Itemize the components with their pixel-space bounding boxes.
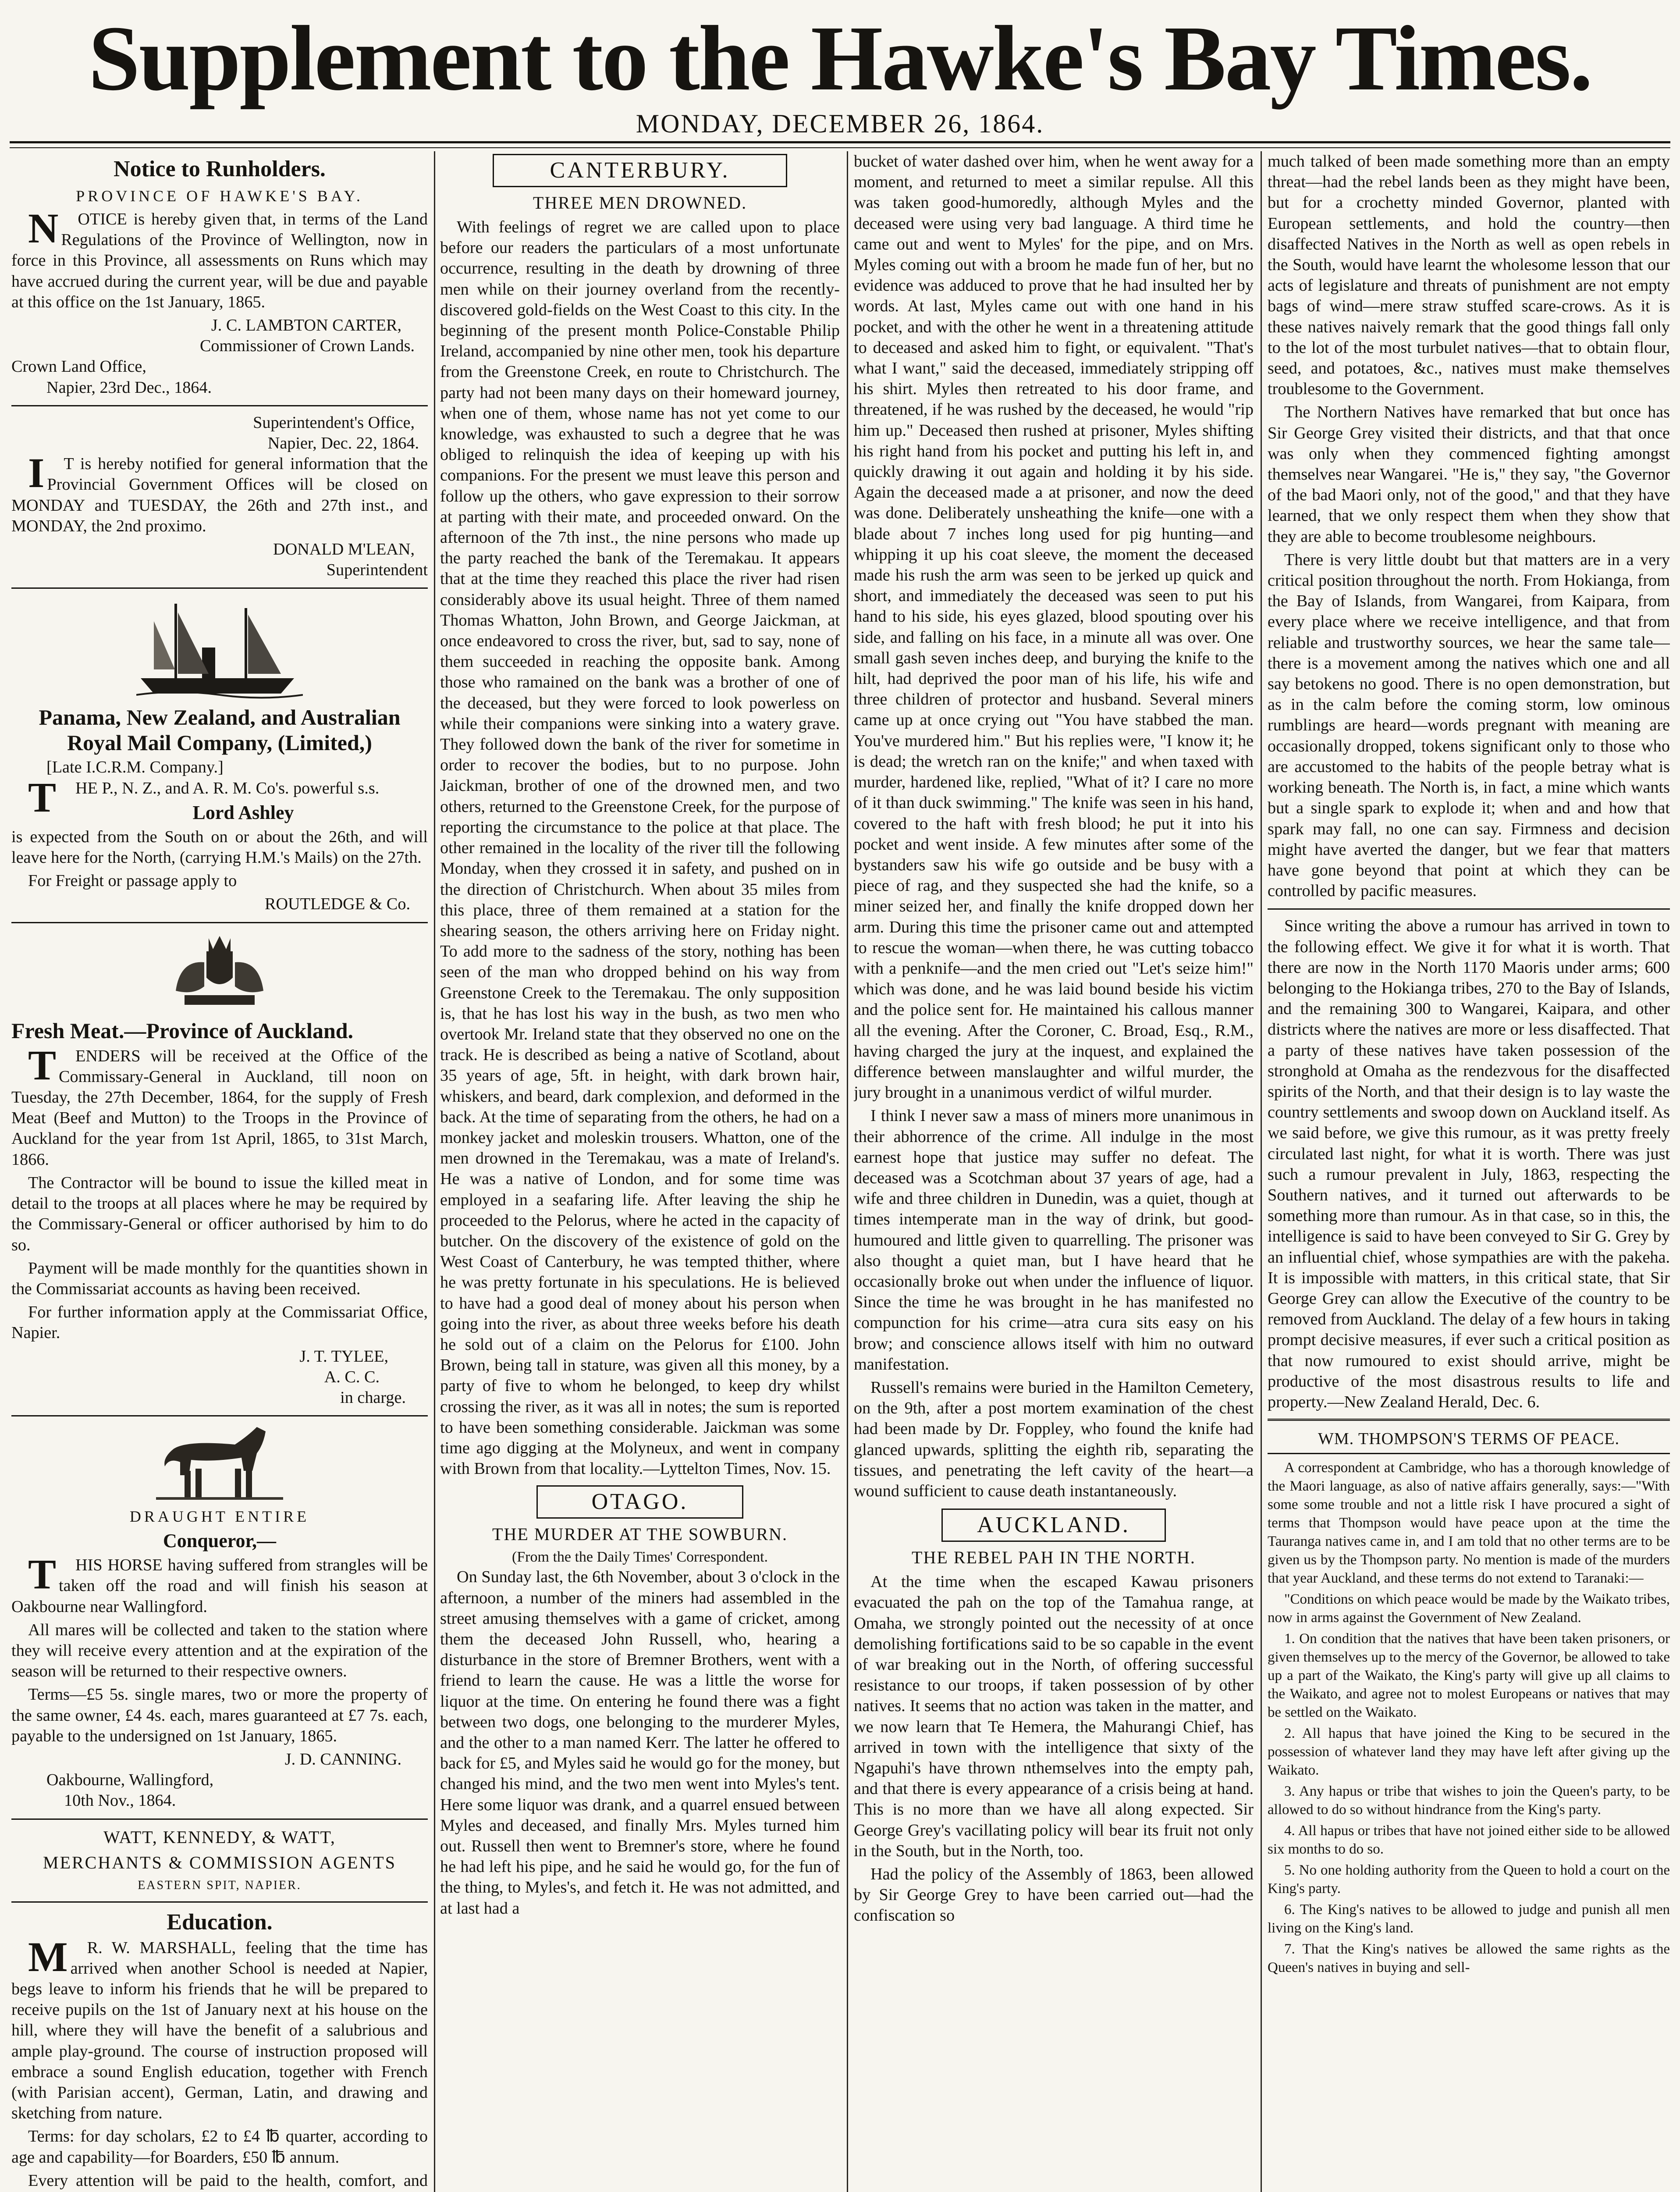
article-body-sowburn-burial: Russell's remains were buried in the Hamilton Cemetery, on the 9th, after a post mortem examination of the chest had been made by Dr. Foppley, who found the knife had glanced upwards, splitting the eighth rib, separating the tissues, and penetrating the left cavity of the heart—a wound sufficient to cause death instantaneously.: [854, 1378, 1254, 1500]
horse-mares: All mares will be collected and taken to the station where they will receive every attention and at the expiration of the season will be returned to their respective owners.: [11, 1620, 428, 1681]
runholders-title: Commissioner of Crown Lands.: [199, 337, 415, 356]
watt-kennedy-heading: WATT, KENNEDY, & WATT,: [103, 1827, 336, 1847]
divider: [11, 1415, 428, 1416]
runholders-subheading: PROVINCE OF HAWKE'S BAY.: [76, 187, 363, 205]
education-heading: Education.: [167, 1909, 273, 1935]
article-headline-drowned: THREE MEN DROWNED.: [533, 193, 747, 213]
runholders-signature: J. C. LAMBTON CARTER,: [211, 316, 401, 335]
runholders-office: Crown Land Office,: [11, 357, 146, 376]
fresh-meat-tender: TENDERS will be received at the Office of the Commissary-General in Auckland, till noon on Tuesday, the 27th December, 1864, for the supply of Fresh Meat (Beef and Mutton) to the Troops in the Province of Auckland for the year from 1st April, 1865, to 31st March, 1866.: [11, 1041, 428, 1169]
term-2: 2. All hapus that have joined the King to be secured in the possession of whatever land they may have left after giving up the Waikato.: [1268, 1726, 1670, 1779]
article-body-sowburn-miners: I think I never saw a mass of miners more unanimous in their abhorrence of the crime. All indulge in the most earnest hope that justice may suffer no defeat. The deceased was a Scotchman about 37 years of age, had a wife and three children in Dunedin, was a quiet, though at times intemperate man in the way of drink, but good-humoured and little given to quarrelling. The prisoner was also thought a quiet man, but I have heard that he occasionally broke out when under the influence of liquor. Since the time he was brought in he has manifested no compunction for his crime—atra cura sits easy on his brow; and conscience allows itself with him no outward manifestation.: [854, 1107, 1254, 1374]
term-3: 3. Any hapus or tribe that wishes to join the Queen's party, to be allowed to do so without hindrance from the King's party.: [1268, 1783, 1670, 1818]
term-1: 1. On condition that the natives that have been taken prisoners, or given themselves up to the mercy of the Governor, be allowed to take up a part of the Waikato, the King's party will give up all claims to the Waikato, and agree not to molest Europeans or natives that may be settled on the Waikato.: [1268, 1631, 1670, 1721]
mail-company-notice: THE P., N. Z., and A. R. M. Co's. powerful s.s.: [28, 773, 380, 821]
divider: [11, 587, 428, 589]
royal-coat-of-arms-icon: [167, 929, 272, 1013]
column-4-news: [1268, 151, 1670, 2192]
fresh-meat-information: For further information apply at the Commissariat Office, Napier.: [11, 1303, 428, 1342]
education-attention: Every attention will be paid to the health, comfort, and: [28, 2171, 428, 2190]
education-terms: Terms: for day scholars, £2 to £4 ℔ quarter, according to age and capability—for Boarders, £50 ℔ annum.: [11, 2127, 428, 2167]
steamship-icon: [136, 595, 303, 700]
divider: [1268, 1453, 1670, 1454]
watt-kennedy-place: EASTERN SPIT, NAPIER.: [138, 1878, 302, 1892]
article-body-drowned: With feelings of regret we are called upon to place before our readers the particulars of a most unfortunate occurrence, resulting in the death by drowning of three men while on their journey overland from the recently-discovered gold-fields on the West Coast to this city. In the beginning of the present month Police-Constable Philip Ireland, accompanied by nine other men, took his departure from the Greenstone Creek, en route to Christchurch. The party had not been many days on their homeward journey, when one of them, whose name has not yet come to our knowledge, was exhausted to such a degree that he was obliged to relinquish the idea of keeping up with his companions. For the present we must leave this person and follow up the others, who gave expression to their sorrow at parting with their mate, and proceeded onward. On the afternoon of the 7th inst., the nine persons who made up the party reached the bank of the Teremakau. It appears that at the time they reached this place the river had risen considerably above its usual height. Three of them named Thomas Whatton, John Brown, and George Jaickman, at once endeavored to cross the river, but, sad to say, none of them succeeded in reaching the opposite bank. Among those who ramained on the bank was a brother of one of the deceased, but they were forced to look powerless on while their companions were sinking into a watery grave. They followed down the bank of the river for sometime in order to recover the bodies, but to no purpose. John Jaickman, brother of one of the drowned men, and two others, returned to the Greenstone Creek, for the purpose of reporting the circumstance to the police at that place. The other remained in the locality of the river till the following Monday, when they crossed it in safety, and pushed on in the direction of Christchurch. When about 35 miles from this place, three of them remained at a station for the shearing season, the others arriving here on Friday night. To add more to the sadness of the story, nothing has been seen of the man who dropped behind on his way from Greenstone Creek to the Teremakau. The only supposition is, that he has lost his way in the bush, as two men who overtook Mr. Ireland state that they observed no one on the track. He is described as being a native of Scotland, about 35 years of age, 5ft. in height, with dark brown hair, whiskers, and beard, dark complexion, and deformed in the back. At the time of separating from the others, he had on a monkey jacket and moleskin trousers. Whatton, one of the men drowned in the Teremakau, was a mate of Ireland's. He was a native of London, and for some time was employed in a seafaring life. After leaving the ship he proceeded to the Pelorus, where he acted in the capacity of butcher. On the discovery of the existence of gold on the West Coast of Canterbury, he was tempted thither, where he was pretty fortunate in his speculations. He is believed to have had a good deal of money about his person when going into the river, as about three weeks before his death he sold out of a claim on the Pelorus for £100. John Brown, being tall in stature, was given all this money, by a party of five to whom he belonged, to keep dry whilst crossing the river, as it was all in notes; the sum is reported to have been something considerable. Jaickman was some time ago digging at the Molyneux, and went in company with Brown from that locality.—Lyttelton Times, Nov. 15.: [440, 218, 840, 1478]
auckland-section-heading: AUCKLAND.: [977, 1512, 1130, 1538]
divider: [11, 405, 428, 406]
article-headline-rebel-pah: THE REBEL PAH IN THE NORTH.: [912, 1548, 1196, 1568]
masthead-rule: [10, 141, 1670, 148]
horse-subheading: DRAUGHT ENTIRE: [129, 1508, 310, 1526]
article-source-sowburn: (From the the Daily Times' Correspondent.: [511, 1549, 768, 1566]
education-notice: MR. W. MARSHALL, feeling that the time has arrived when another School is needed at Napier, begs leave to inform his friends that he will be prepared to receive pupils on the 1st of January next at his house on the hill, where they will have the benefit of a salubrious and ample play-ground. The course of instruction proposed will embrace a sound English education, together with French (with Parisian accent), German, Latin, and drawing and sketching from nature.: [11, 1933, 428, 2123]
fresh-meat-payment: Payment will be made monthly for the quantities shown in the Commissariat accounts as having been received.: [11, 1259, 428, 1298]
term-6: 6. The King's natives to be allowed to judge and punish all men living on the King's land.: [1268, 1902, 1670, 1936]
column-2-news: [440, 151, 840, 2192]
fresh-meat-title: A. C. C.: [324, 1367, 380, 1386]
article-body-critical-position: There is very little doubt but that matters are in a very critical position throughout the north. From Hokianga, from the Bay of Islands, from Wangarei, from Kaipara, from every place where we receive intelligence, and that from reliable and trustworthy sources, we hear the same tale—there is a movement among the natives which one and all say betokens no good. There is no open demonstration, but as in the calm before the coming storm, low ominous rumblings are heard—words pregnant with meaning are occasionally dropped, tokens significant only to those who are accustomed to the habits of the people betray what is working beneath. The North is, in fact, a mine which wants but a single spark to explode it; when and and how that spark may fall, no one can say. Firmness and decision might have averted the danger, but we fear that matters have gone beyond that point at which they can be controlled by pacific measures.: [1268, 550, 1670, 900]
horse-date: 10th Nov., 1864.: [64, 1791, 176, 1810]
draught-horse-icon: [147, 1423, 292, 1502]
article-body-terms-conditions: "Conditions on which peace would be made by the Waikato tribes, now in arms against the Government of New Zealand.: [1268, 1591, 1670, 1626]
mail-company-details: is expected from the South on or about the 26th, and will leave here for the North, (carrying H.M.'s Mails) on the 27th.: [11, 827, 428, 867]
divider: [11, 1901, 428, 1903]
column-3-news: [854, 151, 1254, 2192]
horse-heading: Conqueror,—: [163, 1530, 276, 1552]
superintendent-signature: DONALD M'LEAN,: [273, 540, 415, 559]
fresh-meat-heading: Fresh Meat.—Province of Auckland.: [11, 1018, 354, 1043]
term-4: 4. All hapus or tribes that have not joined either side to be allowed six months to do so.: [1268, 1823, 1670, 1858]
superintendent-office: Superintendent's Office,: [253, 413, 415, 432]
runholders-notice: NOTICE is hereby given that, in terms of the Land Regulations of the Province of Wellington, now in force in this Province, all assessments on Runs which may have accrued during the current year, will be due and payable at this office on the 1st January, 1865.: [11, 205, 428, 311]
mail-company-heading: Panama, New Zealand, and Australian Royal Mail Company, (Limited,): [39, 705, 401, 755]
fresh-meat-contractor: The Contractor will be bound to issue the killed meat in detail to the troops at all places where he may be required by the Commissary-General or officer authorised by him to do so.: [11, 1173, 428, 1254]
ship-name: Lord Ashley: [192, 801, 294, 823]
mail-company-apply: For Freight or passage apply to: [28, 872, 237, 890]
runholders-date: Napier, 23rd Dec., 1864.: [46, 378, 212, 397]
article-body-sowburn: On Sunday last, the 6th November, about 3 o'clock in the afternoon, a number of the miners had assembled in the street amusing themselves with a game of cricket, among them the deceased John Russell, who, hearing a disturbance in the store of Bremner Brothers, went with a friend to learn the cause. He was a little the worse for liquor at the time. On entering he found there was a fight between two dogs, one belonging to the murderer Myles, and the other to a man named Kerr. The latter he offered to back for £5, and Myles said he would go for the money, but changed his mind, and the two men went into Myles's tent. Here some liquor was drank, and a quarrel ensued between Myles and deceased, and finally Mrs. Myles turned him out. Russell then went to Bremner's store, where he found he had left his pipe, and he said he would go, for the fun of the thing, to Myles's, and fetch it. He was not admitted, and at last had a: [440, 1568, 840, 1918]
watt-kennedy-subheading: MERCHANTS & COMMISSION AGENTS: [43, 1852, 396, 1872]
runholders-heading: Notice to Runholders.: [114, 157, 326, 181]
canterbury-section-heading: CANTERBURY.: [550, 158, 730, 183]
article-body-sowburn-continued: bucket of water dashed over him, when he went away for a moment, and returned to meet a similar repulse. All this was taken good-humoredly, although Myles and the deceased were using very bad language. A third time he came out and went to Myles' for the pipe, and on Mrs. Myles coming out with a broom he made fun of her, but no evidence was adduced to prove that he had insulted her by words. At last, Myles came out with one hand in his pocket, and with the other he went in a threatening attitude to deceased and asked him to fight, or equivalent. "That's what I want," said the deceased, immediately stripping off his shirt. Myles then retreated to his door frame, and threatened, if he was rushed by the deceased, he would "rip him up." Deceased then rushed at prisoner, Myles shifting his right hand from his pocket and putting his left in, and quickly drawing it out again and holding it by his side. Again the deceased made a at prisoner, and now the deed was done. Deliberately unsheathing the knife—one with a blade about 7 inches long used for pig hunting—and whipping it up his coat sleeve, the moment the deceased made his rush the arm was seen to be jerked up quick and short, and immediately the deceased was seen to put his hand to his side, his eyes glazed, blood spouting over his side, and falling on his face, in a minute all was over. One small gash seven inches deep, and burying the knife to the hilt, had deprived the poor man of his life, his wife and three children of protector and husband. Several miners came up at once crying out "You have stabbed the man. You've murdered him." But his replies were, "I know it; he is dead; the wretch ran on the knife;" and when taxed with murder, hardened like, replied, "What of it? I care no more of it than duck swimming." The knife was seen in his hand, covered to the haft with fresh blood; he put it into his pocket and went inside. A few minutes after some of the bystanders saw his wife go outside and be busy with a piece of rag, and they suspected she had the knife, so a miner seized her, and finally the knife dropped down her arm. During this time the prisoner came out and attempted to rescue the woman—when there, he was cutting tobacco with a penknife—and the men cried out "Let's seize him!" which was done, and he was laid bound beside his victim and the police sent for. He maintained his callous manner all the evening. After the Coroner, C. Broad, Esq., R.M., having charged the jury at the inquest, and explained the difference between manslaughter and wilful murder, the jury brought in a unanimous verdict of wilful murder.: [854, 152, 1254, 1102]
superintendent-title: Superintendent: [326, 561, 428, 580]
column-divider: [434, 151, 435, 2192]
article-body-rebel-pah-policy: Had the policy of the Assembly of 1863, been allowed by Sir George Grey to have been carried out—had the confiscation so: [854, 1865, 1254, 1925]
divider: [1268, 908, 1670, 910]
column-divider: [847, 151, 848, 2192]
article-body-terms-intro: A correspondent at Cambridge, who has a thorough knowledge of the Maori language, as also of native affairs generally, says:—"With some some trouble and not a little risk I have procured a sight of terms that Thompson would have peace upon at the time the Tauranga natives came in, and I am told that no other terms are to be given us by the Thompson party. No mention is made of the murders that year Auckland, and these terms do not extend to Taranaki:—: [1268, 1460, 1670, 1587]
canterbury-section-box: [493, 154, 787, 187]
horse-notice: THIS HORSE having suffered from strangles will be taken off the road and will finish his season at Oakbourne near Wallingford.: [11, 1551, 428, 1616]
superintendent-date: Napier, Dec. 22, 1864.: [267, 434, 419, 453]
horse-signature: J. D. CANNING.: [284, 1750, 401, 1769]
otago-section-box: [536, 1485, 743, 1519]
fresh-meat-charge: in charge.: [340, 1388, 406, 1407]
masthead-title: Supplement to the Hawke's Bay Times.: [88, 7, 1592, 110]
divider: [11, 1818, 428, 1820]
term-7: 7. That the King's natives be allowed the same rights as the Queen's natives in buying and sell-: [1268, 1941, 1670, 1976]
masthead: [0, 0, 1680, 138]
article-headline-sowburn: THE MURDER AT THE SOWBURN.: [492, 1524, 788, 1544]
article-body-rebel-pah-continued: much talked of been made something more than an empty threat—had the rebel lands been as they might have been, but for a crochetty minded Governor, planted with European settlements, and hold the country—then disaffected Natives in the North as well as open rebels in the South, would have learnt the wholesome lesson that our acts of legislature and threats of punishment are not empty bags of wind—mere straw stuffed scare-crows. As it is these natives naively remark that the good things fall only to the lot of the most turbulet natives—that to obtain flour, seed, and potatoes, &c., natives must make themselves troublesome to the Government.: [1268, 152, 1670, 399]
horse-place: Oakbourne, Wallingford,: [46, 1771, 214, 1790]
column-1-advertisements: [11, 151, 428, 2192]
masthead-date: MONDAY, DECEMBER 26, 1864.: [636, 109, 1044, 138]
term-5: 5. No one holding authority from the Queen to hold a court on the King's party.: [1268, 1862, 1670, 1897]
article-body-northern-natives: The Northern Natives have remarked that but once has Sir George Grey visited their districts, and that that once was only when they commenced fighting amongst themselves near Wangarei. "He is," they say, "the Governor of the bad Maori only, not of the good," and that they have learned, that we only respect them when they show that they are able to become troublesome neighbours.: [1268, 403, 1670, 546]
horse-terms: Terms—£5 5s. single mares, two or more the property of the same owner, £4 4s. each, mares guaranteed at £7 7s. each, payable to the undersigned on 1st January, 1865.: [11, 1685, 428, 1745]
column-divider: [1261, 151, 1262, 2192]
article-body-rumour: Since writing the above a rumour has arrived in town to the following effect. We give it for what it is worth. That there are now in the North 1170 Maoris under arms; 600 belonging to the Hokianga tribes, 270 to the Bay of Islands, and the remaining 300 to Wangarei, Kaipara, and other districts where the natives are more or less disaffected. That a party of these natives have taken possession of the stronghold at Omaha as the rendezvous for the disaffected spirits of the North, and that their design is to lay waste the country settlements and swoop down on Auckland itself. As we said before, we give this rumour, as it was pretty freely circulated last night, for what it is worth. There was just such a rumour prevalent in July, 1863, respecting the Southern natives, and it turned out afterwards to be something more than rumour. As in that case, so in this, the intelligence is said to have been conveyed to Sir G. Grey by an influential chief, whose sympathies are with the pakeha. It is impossible with matters, in this critical state, that Sir George Grey can allow the Executive of the country to be removed from Auckland. The delay of a few hours in taking prompt decisive measures, if ever such a critical position as that now rumoured to exist should arrive, might be productive of the most disastrous results to life and property.—New Zealand Herald, Dec. 6.: [1268, 917, 1670, 1411]
divider: [11, 922, 428, 923]
superintendent-notice: IT is hereby notified for general information that the Provincial Government Offices will be closed on MONDAY and TUESDAY, the 26th and 27th inst., and MONDAY, the 2nd proximo.: [11, 449, 428, 535]
otago-section-heading: OTAGO.: [591, 1489, 689, 1515]
fresh-meat-signature: J. T. TYLEE,: [299, 1347, 388, 1366]
mail-company-late: [Late I.C.R.M. Company.]: [46, 758, 224, 777]
auckland-section-box: [941, 1509, 1166, 1542]
divider: [1268, 1419, 1670, 1422]
article-headline-terms-of-peace: WM. THOMPSON'S TERMS OF PEACE.: [1318, 1430, 1620, 1448]
mail-company-agent: ROUTLEDGE & Co.: [265, 895, 410, 914]
article-body-rebel-pah: At the time when the escaped Kawau prisoners evacuated the pah on the top of the Tamahua range, at Omaha, we strongly pointed out the necessity of at once demolishing fortifications said to be so capable in the event of war breaking out in the North, of offering successful resistance to our troops, if taken possession of by other natives. It seems that no action was taken in the matter, and we now learn that Te Hemera, the Mahurangi Chief, has arrived in town with the intelligence that sixty of the Ngapuhi's have thrown nthemselves into the empty pah, and that there is every appearance of a crisis being at hand. This is no more than we have all along expected. Sir George Grey's vacillating policy will bear its fruit not only in the South, but in the North, too.: [854, 1573, 1254, 1860]
